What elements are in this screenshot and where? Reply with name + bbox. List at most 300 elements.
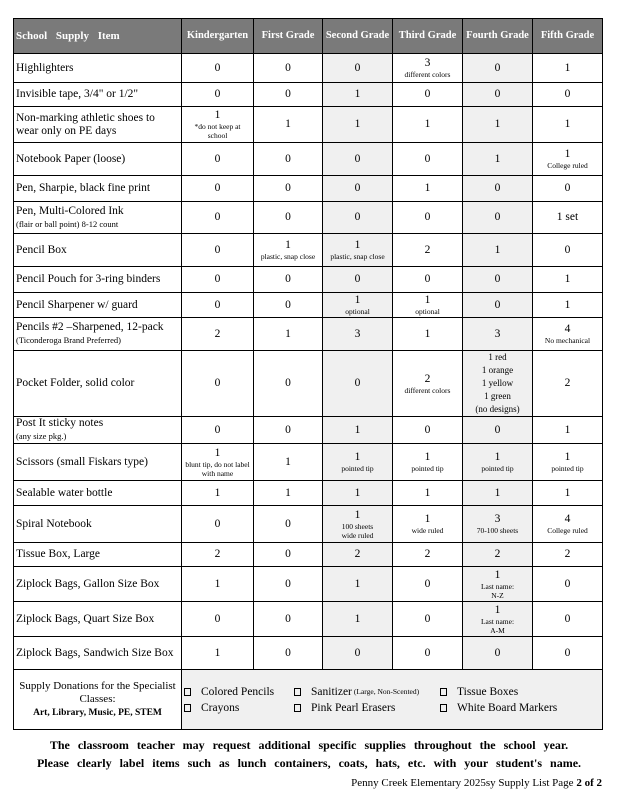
quantity-value: 0 xyxy=(214,423,221,436)
quantity-value: 1 xyxy=(214,577,221,590)
quantity-value: 1 xyxy=(564,486,571,499)
quantity-value: 1 xyxy=(424,513,431,525)
quantity-cell-g2 xyxy=(323,637,393,670)
quantity-value: 1 xyxy=(354,577,361,590)
header-third-grade: Third Grade xyxy=(393,19,463,54)
header-fifth-grade: Fifth Grade xyxy=(533,19,603,54)
donation-item-label: Pink Pearl Erasers xyxy=(311,701,396,714)
quantity-cell-g5 xyxy=(533,444,603,481)
supply-rows xyxy=(14,54,603,670)
quantity-value: 0 xyxy=(214,88,221,100)
quantity-cell-g3 xyxy=(393,318,463,351)
quantity-note: optional xyxy=(415,307,440,316)
quantity-value: 1 xyxy=(285,118,291,130)
quantity-value: 1 xyxy=(564,451,571,463)
quantity-value: 0 xyxy=(214,273,221,285)
quantity-value: 1 xyxy=(214,486,221,499)
supply-item-label: Highlighters xyxy=(16,61,74,74)
quantity-cell-g4 xyxy=(463,567,533,602)
quantity-cell-g1 xyxy=(254,602,323,637)
quantity-cell-k xyxy=(182,567,254,602)
quantity-value: 1 xyxy=(494,603,501,616)
quantity-cell-g3 xyxy=(393,506,463,543)
quantity-cell-g3 xyxy=(393,293,463,318)
quantity-note: 100 sheets wide ruled xyxy=(341,521,374,540)
quantity-cell-g1 xyxy=(254,506,323,543)
quantity-value: 0 xyxy=(214,61,221,74)
quantity-cell-g2 xyxy=(323,267,393,293)
supply-item-label: Spiral Notebook xyxy=(16,517,92,530)
quantity-value: 1 xyxy=(354,486,361,499)
quantity-value: 0 xyxy=(494,88,501,100)
quantity-cell-g5 xyxy=(533,267,603,293)
quantity-note: Last name: A-M xyxy=(480,616,515,635)
quantity-value: 0 xyxy=(494,273,501,285)
quantity-cell-g3 xyxy=(393,417,463,444)
quantity-cell-g2 xyxy=(323,481,393,506)
quantity-cell-g3 xyxy=(393,202,463,234)
table-row xyxy=(14,543,603,567)
quantity-cell-g2 xyxy=(323,351,393,417)
quantity-note: pointed tip xyxy=(551,464,584,473)
quantity-cell-g5 xyxy=(533,234,603,267)
quantity-cell-k xyxy=(182,543,254,567)
quantity-cell-g4 xyxy=(463,481,533,506)
quantity-value: 1 xyxy=(424,294,431,306)
quantity-cell-k xyxy=(182,318,254,351)
quantity-note: 70-100 sheets xyxy=(476,526,519,535)
quantity-cell-k xyxy=(182,176,254,202)
quantity-value: 4 xyxy=(564,323,571,335)
checkbox-icon xyxy=(294,704,301,712)
quantity-cell-g4 xyxy=(463,351,533,417)
supply-item-name xyxy=(14,351,182,417)
quantity-note: pointed tip xyxy=(411,464,444,473)
quantity-value: 0 xyxy=(424,577,431,590)
quantity-cell-k xyxy=(182,293,254,318)
quantity-note: *do not keep at school xyxy=(194,122,241,140)
quantity-value: 0 xyxy=(494,423,501,436)
quantity-cell-g2 xyxy=(323,417,393,444)
table-row xyxy=(14,444,603,481)
quantity-cell-k xyxy=(182,143,254,176)
supply-item-label: Pencils #2 –Sharpened, 12-pack xyxy=(16,321,164,333)
table-row xyxy=(14,417,603,444)
quantity-value: 1 xyxy=(354,508,361,521)
quantity-value: 2 xyxy=(354,548,361,560)
quantity-value: 2 xyxy=(424,548,431,560)
quantity-value: 0 xyxy=(285,548,291,560)
quantity-cell-g4 xyxy=(463,417,533,444)
quantity-cell-k xyxy=(182,506,254,543)
quantity-cell-g4 xyxy=(463,202,533,234)
quantity-value: 1 xyxy=(424,451,431,463)
quantity-cell-g3 xyxy=(393,107,463,143)
quantity-cell-g3 xyxy=(393,267,463,293)
quantity-cell-g2 xyxy=(323,567,393,602)
quantity-cell-g1 xyxy=(254,567,323,602)
quantity-note: optional xyxy=(345,307,370,316)
quantity-value: 0 xyxy=(285,152,291,165)
quantity-value: 1 xyxy=(564,148,571,160)
quantity-value: 0 xyxy=(214,152,221,165)
table-row xyxy=(14,143,603,176)
supply-item-label: Pencil Pouch for 3-ring binders xyxy=(16,273,161,285)
quantity-cell-g4 xyxy=(463,293,533,318)
quantity-value: 0 xyxy=(354,377,361,389)
quantity-cell-g4 xyxy=(463,54,533,83)
quantity-value: 0 xyxy=(285,612,291,625)
quantity-value: 1 xyxy=(354,423,361,436)
quantity-cell-g5 xyxy=(533,318,603,351)
quantity-cell-g2 xyxy=(323,234,393,267)
quantity-value: 3 xyxy=(494,327,501,340)
supply-item-name xyxy=(14,202,182,234)
quantity-cell-g1 xyxy=(254,481,323,506)
quantity-cell-g5 xyxy=(533,143,603,176)
quantity-value: 1 xyxy=(564,298,571,311)
quantity-value: 1 xyxy=(564,423,571,436)
checkbox-icon xyxy=(440,704,447,712)
quantity-cell-g5 xyxy=(533,481,603,506)
quantity-value: 0 xyxy=(214,211,221,223)
supply-item-name xyxy=(14,267,182,293)
quantity-cell-g3 xyxy=(393,176,463,202)
quantity-cell-g3 xyxy=(393,567,463,602)
quantity-cell-g4 xyxy=(463,602,533,637)
supply-item-label: Pen, Multi-Colored Ink xyxy=(16,204,124,217)
quantity-value: 2 xyxy=(424,372,431,385)
header-kindergarten: Kindergarten xyxy=(182,19,254,54)
quantity-cell-g3 xyxy=(393,143,463,176)
table-row xyxy=(14,637,603,670)
quantity-cell-g1 xyxy=(254,543,323,567)
supply-item-label: Non-marking athletic shoes to wear only on PE days xyxy=(16,111,155,137)
header-first-grade: First Grade xyxy=(254,19,323,54)
quantity-cell-k xyxy=(182,444,254,481)
quantity-value: 0 xyxy=(354,61,361,74)
quantity-value: 1 xyxy=(424,486,431,499)
table-row xyxy=(14,318,603,351)
footer-note-line-2: Please clearly label items such as lunch containers, coats, hats, etc. with your student's name. xyxy=(36,756,582,770)
quantity-note: pointed tip xyxy=(341,464,374,473)
quantity-cell-g3 xyxy=(393,234,463,267)
quantity-value: 0 xyxy=(354,152,361,165)
quantity-cell-g5 xyxy=(533,107,603,143)
supply-item-sublabel: (any size pkg.) xyxy=(16,431,67,441)
supply-item-name xyxy=(14,543,182,567)
checkbox-icon xyxy=(440,688,447,696)
quantity-note: blunt tip, do not label with name xyxy=(185,459,250,478)
quantity-value: 1 set xyxy=(556,211,579,223)
quantity-value: 0 xyxy=(285,182,291,194)
quantity-cell-g3 xyxy=(393,637,463,670)
supply-item-name xyxy=(14,143,182,176)
supply-item-name xyxy=(14,83,182,107)
quantity-value: 1 xyxy=(354,294,361,306)
quantity-cell-k xyxy=(182,202,254,234)
specialist-classes: Art, Library, Music, PE, STEM xyxy=(33,707,162,718)
quantity-value: 1 xyxy=(494,568,501,581)
quantity-value: 0 xyxy=(424,211,431,223)
quantity-value: 0 xyxy=(214,612,221,625)
quantity-value: 0 xyxy=(494,182,501,194)
quantity-value: 1 xyxy=(285,327,291,340)
quantity-cell-g4 xyxy=(463,637,533,670)
quantity-note: plastic, snap close xyxy=(330,252,385,261)
quantity-value: 0 xyxy=(564,577,571,590)
table-row xyxy=(14,293,603,318)
quantity-value: 3 xyxy=(354,327,361,340)
quantity-cell-g5 xyxy=(533,506,603,543)
donation-item-label: Tissue Boxes xyxy=(457,685,519,698)
quantity-cell-k xyxy=(182,107,254,143)
quantity-cell-g2 xyxy=(323,202,393,234)
donation-item-label: Colored Pencils xyxy=(201,685,275,698)
quantity-value: 0 xyxy=(424,612,431,625)
quantity-cell-g5 xyxy=(533,637,603,670)
quantity-cell-g5 xyxy=(533,83,603,107)
quantity-cell-g2 xyxy=(323,543,393,567)
quantity-note: pointed tip xyxy=(481,464,514,473)
quantity-cell-g5 xyxy=(533,54,603,83)
quantity-note: wide ruled xyxy=(411,526,444,535)
quantity-value: 0 xyxy=(424,423,431,436)
quantity-value: 1 xyxy=(424,118,431,130)
quantity-cell-g3 xyxy=(393,481,463,506)
quantity-value: 1 xyxy=(494,243,501,256)
header-fourth-grade: Fourth Grade xyxy=(463,19,533,54)
quantity-cell-g5 xyxy=(533,602,603,637)
supply-item-name xyxy=(14,567,182,602)
quantity-note: No mechanical xyxy=(544,336,591,345)
quantity-value: 1 xyxy=(494,486,501,499)
quantity-cell-g5 xyxy=(533,176,603,202)
supply-item-name xyxy=(14,602,182,637)
quantity-cell-g5 xyxy=(533,293,603,318)
quantity-value: 0 xyxy=(285,517,291,530)
quantity-cell-g3 xyxy=(393,54,463,83)
quantity-value: 1 xyxy=(354,88,361,100)
quantity-value: 0 xyxy=(285,61,291,74)
donation-item xyxy=(294,686,440,698)
supply-item-name xyxy=(14,234,182,267)
quantity-value: 0 xyxy=(354,182,361,194)
quantity-cell-g3 xyxy=(393,602,463,637)
quantity-value: 1 xyxy=(564,118,571,130)
quantity-value: 1 xyxy=(354,118,361,130)
supply-item-label: Pencil Box xyxy=(16,243,67,256)
quantity-cell-g4 xyxy=(463,506,533,543)
quantity-cell-g1 xyxy=(254,54,323,83)
quantity-value: 1 red 1 orange 1 yellow 1 green (no designs) xyxy=(475,352,520,414)
supply-item-label: Scissors (small Fiskars type) xyxy=(16,455,148,468)
table-row xyxy=(14,267,603,293)
quantity-cell-g4 xyxy=(463,176,533,202)
supply-item-label: Ziplock Bags, Gallon Size Box xyxy=(16,577,160,590)
quantity-value: 0 xyxy=(424,152,431,165)
quantity-cell-g4 xyxy=(463,267,533,293)
quantity-value: 1 xyxy=(285,239,291,251)
quantity-cell-g1 xyxy=(254,318,323,351)
table-row xyxy=(14,567,603,602)
quantity-value: 0 xyxy=(214,377,221,389)
quantity-cell-g4 xyxy=(463,234,533,267)
page-number: 2 of 2 xyxy=(576,777,602,789)
quantity-value: 0 xyxy=(285,211,291,223)
quantity-value: 2 xyxy=(424,243,431,256)
footer-note xyxy=(0,736,618,772)
donation-item xyxy=(294,702,440,714)
quantity-cell-g5 xyxy=(533,351,603,417)
quantity-value: 0 xyxy=(354,273,361,285)
quantity-value: 0 xyxy=(424,646,431,659)
table-row xyxy=(14,506,603,543)
quantity-value: 0 xyxy=(285,298,291,311)
specialist-label xyxy=(14,670,182,730)
table-row xyxy=(14,602,603,637)
quantity-cell-k xyxy=(182,267,254,293)
supply-item-name xyxy=(14,481,182,506)
supply-item-label: Post It sticky notes xyxy=(16,417,104,429)
quantity-value: 2 xyxy=(564,548,571,560)
quantity-value: 1 xyxy=(564,61,571,74)
quantity-value: 1 xyxy=(285,486,291,499)
quantity-value: 0 xyxy=(214,517,221,530)
quantity-cell-k xyxy=(182,602,254,637)
donation-item-label: White Board Markers xyxy=(457,701,558,714)
header-second-grade: Second Grade xyxy=(323,19,393,54)
quantity-value: 0 xyxy=(494,646,501,659)
quantity-value: 2 xyxy=(564,377,571,389)
page-footer xyxy=(351,777,602,789)
quantity-value: 1 xyxy=(564,273,571,285)
quantity-value: 1 xyxy=(354,612,361,625)
header-item: School Supply Item xyxy=(14,19,182,54)
quantity-value: 0 xyxy=(494,211,501,223)
specialist-row xyxy=(14,670,603,730)
quantity-cell-k xyxy=(182,54,254,83)
quantity-cell-g2 xyxy=(323,293,393,318)
quantity-cell-k xyxy=(182,417,254,444)
table-row xyxy=(14,234,603,267)
supply-item-sublabel: (flair or ball point) 8-12 count xyxy=(16,218,119,229)
quantity-value: 1 xyxy=(424,182,431,194)
quantity-note: different colors xyxy=(404,385,451,395)
quantity-cell-g5 xyxy=(533,202,603,234)
supply-item-sublabel: (Ticonderoga Brand Preferred) xyxy=(16,335,121,345)
quantity-cell-g4 xyxy=(463,318,533,351)
quantity-cell-g4 xyxy=(463,107,533,143)
quantity-value: 0 xyxy=(494,298,501,311)
header-row xyxy=(14,19,603,54)
supply-item-label: Sealable water bottle xyxy=(16,486,113,499)
quantity-value: 0 xyxy=(214,298,221,311)
supply-item-name xyxy=(14,637,182,670)
quantity-value: 1 xyxy=(424,327,431,340)
quantity-note: plastic, snap close xyxy=(260,252,316,261)
quantity-value: 0 xyxy=(285,273,291,285)
quantity-value: 0 xyxy=(354,646,361,659)
quantity-cell-g3 xyxy=(393,83,463,107)
quantity-value: 2 xyxy=(214,548,221,560)
quantity-value: 3 xyxy=(494,513,501,525)
supply-item-name xyxy=(14,506,182,543)
supply-item-label: Pocket Folder, solid color xyxy=(16,377,135,389)
quantity-value: 0 xyxy=(494,61,501,74)
quantity-value: 0 xyxy=(564,646,571,659)
table-row xyxy=(14,107,603,143)
quantity-cell-k xyxy=(182,234,254,267)
quantity-value: 0 xyxy=(564,88,571,100)
donation-list xyxy=(182,670,603,730)
quantity-cell-g5 xyxy=(533,417,603,444)
quantity-cell-g4 xyxy=(463,543,533,567)
supply-item-label: Pencil Sharpener w/ guard xyxy=(16,298,138,311)
donation-item-label: Sanitizer xyxy=(311,685,352,698)
quantity-cell-g2 xyxy=(323,143,393,176)
quantity-value: 0 xyxy=(285,377,291,389)
quantity-cell-g1 xyxy=(254,143,323,176)
quantity-cell-g1 xyxy=(254,351,323,417)
table-row xyxy=(14,83,603,107)
quantity-cell-g3 xyxy=(393,351,463,417)
quantity-value: 0 xyxy=(285,577,291,590)
quantity-value: 0 xyxy=(354,211,361,223)
quantity-cell-g1 xyxy=(254,202,323,234)
quantity-cell-g5 xyxy=(533,543,603,567)
quantity-value: 2 xyxy=(494,548,501,560)
footer-note-line-1: The classroom teacher may request additional specific supplies throughout the school year. xyxy=(49,738,569,752)
quantity-value: 0 xyxy=(214,243,221,256)
quantity-cell-g2 xyxy=(323,176,393,202)
quantity-value: 0 xyxy=(285,646,291,659)
quantity-cell-g4 xyxy=(463,143,533,176)
quantity-value: 1 xyxy=(214,109,221,121)
quantity-value: 0 xyxy=(564,182,571,194)
quantity-value: 0 xyxy=(285,88,291,100)
quantity-value: 1 xyxy=(494,118,501,130)
supply-item-label: Ziplock Bags, Quart Size Box xyxy=(16,612,155,625)
supply-item-name xyxy=(14,293,182,318)
quantity-value: 1 xyxy=(285,455,291,468)
checkbox-icon xyxy=(294,688,301,696)
quantity-value: 1 xyxy=(214,646,221,659)
quantity-cell-g4 xyxy=(463,444,533,481)
quantity-cell-g1 xyxy=(254,107,323,143)
quantity-note: Last name: N-Z xyxy=(480,581,515,600)
donation-item xyxy=(184,702,294,714)
quantity-value: 2 xyxy=(214,327,221,340)
supply-item-name xyxy=(14,444,182,481)
quantity-value: 1 xyxy=(494,152,501,165)
supply-item-label: Invisible tape, 3/4" or 1/2" xyxy=(16,88,139,100)
quantity-cell-g1 xyxy=(254,293,323,318)
quantity-cell-g2 xyxy=(323,107,393,143)
donation-item-sublabel: (Large, Non-Scented) xyxy=(353,687,420,696)
checkbox-icon xyxy=(184,704,191,712)
supply-item-label: Pen, Sharpie, black fine print xyxy=(16,182,151,194)
quantity-value: 0 xyxy=(285,423,291,436)
specialist-title: Supply Donations for the Specialist Classes: xyxy=(19,679,176,705)
donation-item xyxy=(184,686,294,698)
quantity-cell-g5 xyxy=(533,567,603,602)
quantity-cell-g1 xyxy=(254,637,323,670)
donation-item xyxy=(440,702,560,714)
supply-item-name xyxy=(14,176,182,202)
quantity-cell-g2 xyxy=(323,444,393,481)
quantity-cell-g1 xyxy=(254,234,323,267)
